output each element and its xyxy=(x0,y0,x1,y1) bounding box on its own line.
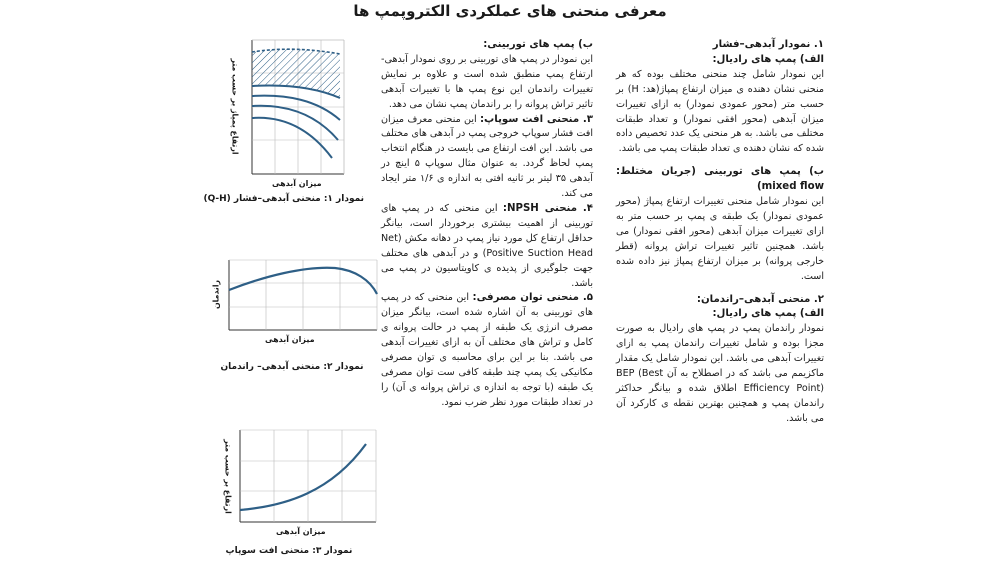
chart-valve-loss-plot xyxy=(216,424,384,563)
middle-text-column xyxy=(381,38,593,411)
chart-valve-loss-caption: نمودار ۳: منحنی افت سوپاپ xyxy=(225,546,353,556)
paragraph-text: این منحنی معرف میزان افت فشار سوپاپ خروجی پمپ در آبدهی های مختلف می باشد. این افت ارتفاع می بایست در هنگام انتخاب پمپ لحاظ گردد. به عنوان مثال سوپاپ ۵ اینچ در آبدهی ۳۵ لیتر بر ثانیه افتی به اندازه ی ۱/۶ متر ایجاد می کند. xyxy=(381,113,593,200)
paragraph-text: این منحنی که در پمپ های توربینی از اهمیت بیشتری برخوردار است، بیانگر حداقل ارتفاع کل مورد نیاز پمپ در دهانه مکش (Net Positive Suction Head) و در آبدهی های مختلف جهت جلوگیری از پدیده ی کاویتاسیون در پمپ می باشد. xyxy=(381,202,593,289)
chart-qh-curve-4 xyxy=(252,106,338,140)
chart-valve-loss xyxy=(216,424,384,563)
paragraph: این نمودار در پمپ های توربینی بر روی نمودار آبدهی- ارتفاع پمپ منطبق شده است و علاوه بر نمایش تغییرات راندمان این نوع پمپ ها با تغییرات آبدهی تاثیر تراش پروانه را بر راندمان پمپ نشان می دهد. xyxy=(381,53,593,110)
right-text-column xyxy=(616,38,824,427)
section-heading: ب) پمپ های توربینی (جریان مختلط: mixed flow) xyxy=(616,166,824,193)
section-heading: ۴. منحنی NPSH: xyxy=(502,202,593,214)
paragraph: نمودار راندمان پمپ در پمپ های رادیال به صورت مجزا بوده و شامل تغییرات راندمان پمپ به ازای تغییرات آبدهی می باشد. این نمودار شامل یک مقدار ماکزیمم می باشد که در اصطلاح به آن BEP (Best Efficiency Point) اطلاق شده و بیانگر حداکثر راندمان پمپ و همچنین بهترین نقطه ی کارکرد آن می باشد. xyxy=(616,323,824,424)
paragraph xyxy=(381,291,593,410)
chart-valve-loss-xlabel: میزان آبدهی xyxy=(276,527,326,536)
chart-qh-caption: نمودار ۱: منحنی آبدهی–فشار (Q-H) xyxy=(203,194,364,204)
chart-efficiency-xlabel: میزان آبدهی xyxy=(265,335,315,344)
chart-valve-loss-curve xyxy=(240,444,366,510)
chart-qh-hatched-region xyxy=(252,49,340,98)
paragraph-text: این منحنی که در پمپ های توربینی به آن اشاره شده است، بیانگر میزان مصرف انرژی یک طبقه از پمپ در حالت پروانه ی کامل و تراش های مختلف آن به ازای تغییرات آبدهی می باشد. بنا بر این برای محاسبه ی توان مصرفی مکانیکی یک پمپ چند طبقه کافی ست توان مصرفی یک طبقه (با توجه به اندازه ی تراش پروانه ی آن) را در تعداد طبقات مورد نظر ضرب نمود. xyxy=(381,292,593,408)
chart-qh-xlabel: میزان آبدهی xyxy=(272,179,322,188)
chart-efficiency-ylabel: راندمان xyxy=(211,280,221,310)
chart-efficiency xyxy=(205,252,385,382)
section-heading: ب) پمپ های توربینی: xyxy=(483,39,593,50)
chart-efficiency-caption: نمودار ۲: منحنی آبدهی– راندمان xyxy=(220,362,364,372)
paragraph: این نمودار شامل چند منحنی مختلف بوده که هر منحنی نشان دهنده ی میزان ارتفاع پمپاژ(هد: H) بر حسب متر (محور عمودی نمودار) به ازای تغییرات میزان آبدهی (محور افقی نمودار) و تعداد طبقات مختلف می باشد. به هر منحنی یک عدد تخصیص داده شده که نشان دهنده ی تعداد طبقات پمپ می باشد. xyxy=(616,68,824,155)
section-heading: الف) پمپ های رادیال: xyxy=(712,53,824,65)
chart-qh xyxy=(203,36,382,212)
section-heading: ۳. منحنی افت سوپاپ: xyxy=(479,113,594,125)
section-heading: ۵. منحنی توان مصرفی: xyxy=(472,292,594,304)
chart-qh-ylabel: ارتفاع پمپاژ بر حسب متر xyxy=(230,58,240,155)
section-heading: ۲. منحنی آبدهی–راندمان: xyxy=(696,293,824,305)
paragraph xyxy=(381,113,593,202)
section-heading: ۱. نمودار آبدهی–فشار xyxy=(712,39,824,50)
chart-qh-curve-3 xyxy=(252,96,340,120)
paragraph xyxy=(381,202,593,291)
chart-efficiency-grid xyxy=(229,260,377,330)
section-heading: الف) پمپ های رادیال: xyxy=(712,308,824,320)
page-title: معرفی منحنی های عملکردی الکتروپمپ ها xyxy=(353,2,667,20)
paragraph: این نمودار شامل منحنی تغییرات ارتفاع پمپاژ (محور عمودی نمودار) یک طبقه ی پمپ بر حسب متر به ازای تغییرات میزان آبدهی (محور افقی نمودار) می باشد. همچنین تاثیر تغییرات تراش پروانه (قطر خارجی پروانه) بر میزان ارتفاع پمپاژ نیز داده شده است. xyxy=(616,196,824,282)
chart-valve-loss-ylabel: ارتفاع بر حسب متر xyxy=(223,439,233,514)
